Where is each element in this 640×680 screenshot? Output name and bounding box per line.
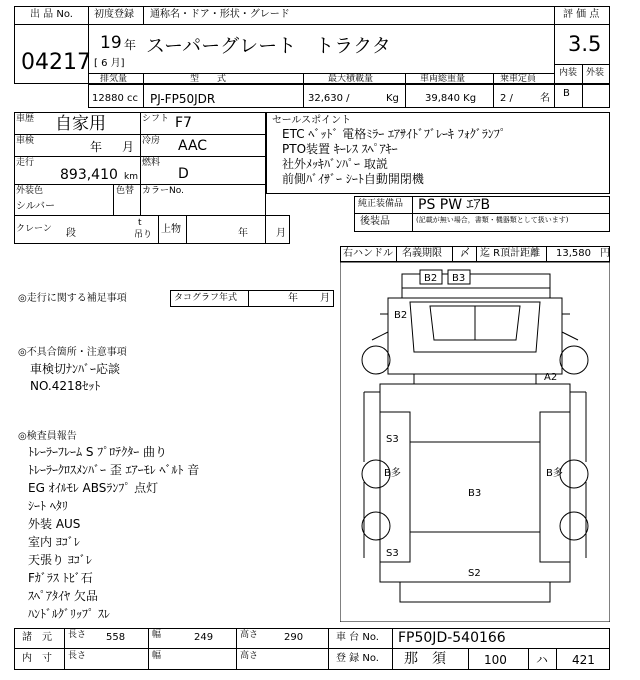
height-label: 高さ bbox=[240, 630, 259, 640]
genuine-value: PS PW ｴｱB bbox=[418, 197, 491, 213]
upper-month-right: 月 bbox=[276, 228, 286, 239]
plate-number: 421 bbox=[572, 653, 595, 667]
chassis-label: 車 台 No. bbox=[336, 632, 379, 643]
shift-value: F7 bbox=[175, 115, 192, 131]
lot-label: 出 品 No. bbox=[30, 9, 73, 20]
exterior-label: 外装 bbox=[586, 68, 605, 78]
inspection-label: 車検 bbox=[16, 136, 35, 146]
displacement-value: 12880 cc bbox=[92, 93, 138, 104]
aftermarket-label: 後装品 bbox=[360, 216, 390, 227]
damage-mark: S3 bbox=[386, 434, 399, 445]
crane-ton-unit: t bbox=[138, 218, 142, 228]
genuine-label: 純正装備品 bbox=[358, 199, 404, 209]
height-value: 290 bbox=[284, 632, 304, 643]
damage-mark: B3 bbox=[452, 273, 466, 284]
first-reg-year-unit: 年 bbox=[124, 38, 137, 52]
inner-dims-label: 内 寸 bbox=[22, 653, 52, 664]
odo-unit: 円 bbox=[600, 248, 610, 259]
length-value: 558 bbox=[106, 632, 126, 643]
inspector-line: ﾄﾚｰﾗｰﾌﾚｰﾑ S ﾌﾟﾛﾃｸﾀｰ 曲り bbox=[28, 445, 168, 459]
inspector-line: EG ｵｲﾙﾓﾚ ABSﾗﾝﾌﾟ 点灯 bbox=[28, 481, 159, 495]
max-load-unit: Kg bbox=[386, 93, 399, 104]
sales-line: 前側ﾊﾞｲｻﾞｰ ｼｰﾄ自動開閉機 bbox=[282, 172, 424, 186]
inspector-line: 外装 AUS bbox=[28, 517, 81, 531]
dims-label: 諸 元 bbox=[22, 632, 52, 643]
odo-value: 13,580 bbox=[556, 248, 591, 259]
inspector-line: ｽﾍﾟｱﾀｲﾔ 欠品 bbox=[28, 589, 98, 603]
truck-diagram bbox=[340, 262, 610, 622]
plate-label: 登 録 No. bbox=[336, 653, 379, 664]
inspector-title: ◎検査員報告 bbox=[18, 431, 77, 442]
defects-title: ◎不具合箇所・注意事項 bbox=[18, 347, 127, 358]
crane-label: クレーン bbox=[16, 224, 52, 234]
first-reg-year: 19 bbox=[100, 33, 122, 53]
model-value: PJ-FP50JDR bbox=[150, 92, 216, 106]
interior-grade: B bbox=[563, 88, 570, 99]
chassis-number: FP50JD-540166 bbox=[398, 630, 506, 646]
sales-lines bbox=[282, 128, 506, 188]
inner-height-label: 高さ bbox=[240, 651, 259, 661]
inspector-line: ﾊﾝﾄﾞﾙｸﾞﾘｯﾌﾟ ｽﾚ bbox=[28, 607, 110, 621]
plate-region: 那 須 bbox=[404, 651, 446, 667]
damage-mark: A2 bbox=[544, 372, 558, 383]
shift-label: シフト bbox=[142, 114, 170, 124]
displacement-label: 排気量 bbox=[100, 74, 128, 84]
fuel-label: 燃料 bbox=[142, 158, 161, 168]
transfer-label: 名義期限 bbox=[402, 248, 442, 259]
upper-frame bbox=[186, 215, 290, 244]
color-change-label: 色替 bbox=[116, 186, 135, 196]
gvw-label: 車両総重量 bbox=[420, 74, 466, 84]
mileage-value: 893,410 bbox=[60, 167, 118, 183]
sales-line: 社外ﾒｯｷﾊﾞﾝﾊﾟｰ 取説 bbox=[282, 157, 388, 171]
color-code-label: カラーNo. bbox=[142, 186, 184, 196]
defect-line: 車検切ﾅﾝﾊﾞｰ応談 bbox=[30, 362, 121, 376]
width-value: 249 bbox=[194, 632, 214, 643]
ext-color-label: 外装色 bbox=[16, 186, 44, 196]
crane-ton: 吊り bbox=[134, 230, 153, 240]
mileage-check-mark: 〆 bbox=[460, 248, 470, 259]
inspector-line: ﾄﾚｰﾗｰｸﾛｽﾒﾝﾊﾞｰ 歪 ｴｱｰﾓﾚ ﾍﾞﾙﾄ 音 bbox=[28, 463, 200, 477]
inspector-lines bbox=[28, 446, 199, 626]
damage-mark: S3 bbox=[386, 548, 399, 559]
length-label: 長さ bbox=[68, 630, 87, 640]
upper-year: 年 bbox=[238, 228, 248, 239]
ac-value: AAC bbox=[178, 138, 208, 154]
footer-frame bbox=[14, 628, 610, 670]
odo-label: 迄 R頂計距離 bbox=[480, 248, 541, 259]
crane-steps: 段 bbox=[66, 228, 76, 239]
tachograph-label: タコグラフ年式 bbox=[174, 293, 238, 303]
tachograph-year: 年 bbox=[288, 293, 298, 304]
mileage-label: 走行 bbox=[16, 158, 35, 168]
inspector-line: 天張り ﾖｺﾞﾚ bbox=[28, 553, 92, 567]
drive-side: 右ハンドル bbox=[343, 248, 393, 259]
car-name: スーパーグレート トラクタ bbox=[146, 35, 391, 57]
sales-line: ETC ﾍﾞｯﾄﾞ 電格ﾐﾗｰ ｴｱｻｲﾄﾞﾌﾞﾚｰｷ ﾌｫｸﾞﾗﾝﾌﾟ bbox=[282, 127, 506, 141]
fuel-value: D bbox=[178, 166, 189, 182]
first-reg-month: [ 6 月] bbox=[94, 58, 125, 69]
aftermarket-note: (記載が無い場合，書類・機器類として扱います) bbox=[416, 216, 569, 224]
gvw-value: 39,840 Kg bbox=[425, 93, 477, 104]
inspector-line: Fｶﾞﾗｽ ﾄﾋﾞ石 bbox=[28, 571, 93, 585]
plate-kana: ハ bbox=[536, 653, 549, 667]
inner-length-label: 長さ bbox=[68, 651, 87, 661]
score-value: 3.5 bbox=[568, 32, 602, 56]
ac-label: 冷房 bbox=[142, 136, 161, 146]
running-notes-title: ◎走行に関する補足事項 bbox=[18, 293, 127, 304]
sales-title: セールスポイント bbox=[272, 115, 352, 126]
capacity-unit: 名 bbox=[540, 93, 550, 104]
damage-mark: B2 bbox=[424, 273, 438, 284]
lot-number: 04217 bbox=[21, 50, 91, 75]
inspection-year: 年 bbox=[90, 140, 103, 154]
damage-mark: B多 bbox=[384, 468, 401, 479]
max-load-label: 最大積載量 bbox=[328, 74, 374, 84]
first-reg-label: 初度登録 bbox=[94, 9, 134, 20]
interior-label: 内装 bbox=[559, 68, 578, 78]
capacity-label: 乗車定員 bbox=[500, 74, 537, 84]
history-label: 車歴 bbox=[16, 114, 35, 124]
mileage-unit: km bbox=[124, 172, 138, 182]
inner-width-label: 幅 bbox=[152, 651, 162, 661]
max-load-value: 32,630 / bbox=[308, 93, 350, 104]
upper-label: 上物 bbox=[161, 224, 181, 235]
inspector-line: ｼｰﾄ ﾍﾀﾘ bbox=[28, 499, 68, 513]
model-label: 型 式 bbox=[190, 74, 227, 84]
capacity-value: 2 / bbox=[500, 93, 513, 104]
sales-line: PTO装置 ｷｰﾚｽ ｽﾍﾟｱｷｰ bbox=[282, 142, 398, 156]
plate-class: 100 bbox=[484, 653, 507, 667]
name-label: 通称名・ドア・形状・グレード bbox=[150, 9, 290, 20]
damage-mark: S2 bbox=[468, 568, 481, 579]
tachograph-month: 月 bbox=[320, 293, 330, 304]
width-label: 幅 bbox=[152, 630, 162, 640]
damage-mark: B3 bbox=[468, 488, 482, 499]
inspector-line: 室内 ﾖｺﾞﾚ bbox=[28, 535, 80, 549]
defect-line: NO.4218ｾｯﾄ bbox=[30, 379, 101, 393]
ext-color-value: シルバー bbox=[16, 201, 56, 212]
damage-mark: B2 bbox=[394, 310, 408, 321]
damage-mark: B多 bbox=[546, 468, 563, 479]
score-label: 評 価 点 bbox=[563, 9, 600, 20]
history-value: 自家用 bbox=[55, 114, 106, 134]
inspection-month: 月 bbox=[122, 140, 135, 154]
